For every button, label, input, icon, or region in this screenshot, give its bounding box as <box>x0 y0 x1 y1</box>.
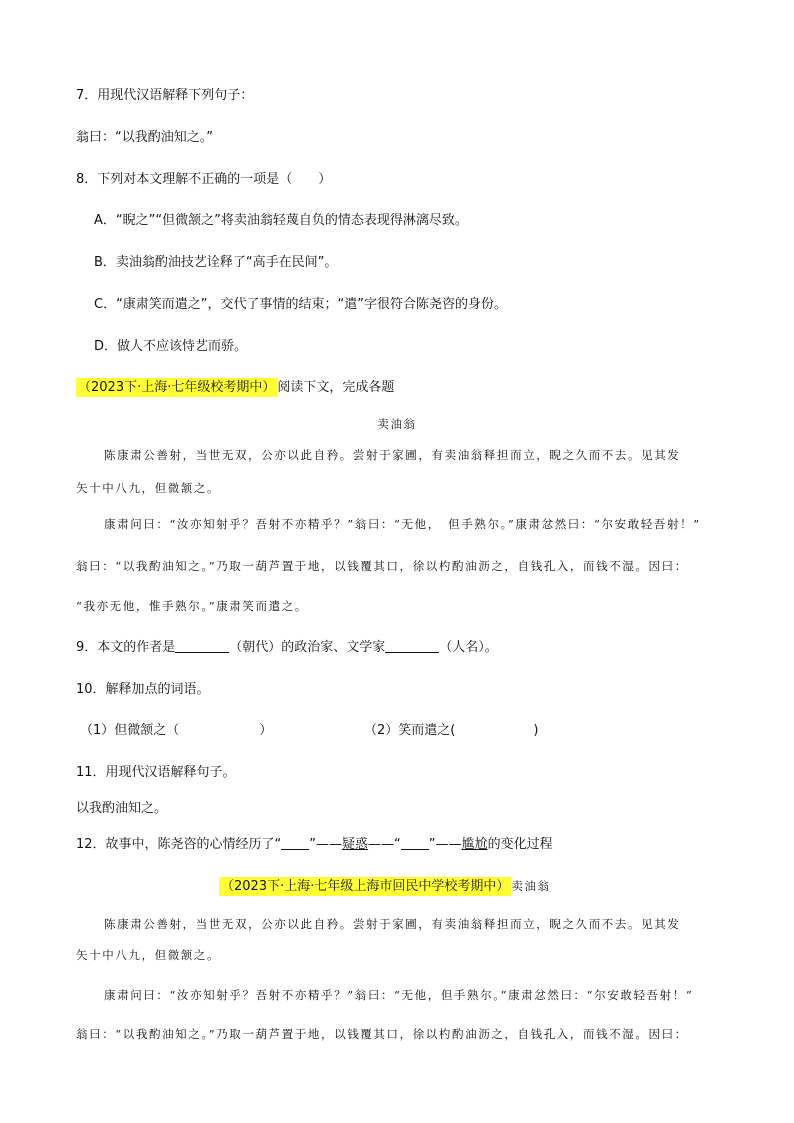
q12-part2: ”—— <box>309 837 343 852</box>
q8-option-a: A．“睨之”“但微颔之”将卖油翁轻蔑自负的情态表现得淋漓尽致。 <box>94 213 468 228</box>
q10-prompt: 10．解释加点的词语。 <box>76 682 210 697</box>
q8-option-b: B．卖油翁酌油技艺诠释了“高手在民间”。 <box>94 255 338 270</box>
q8-option-c: C．“康肃笑而遣之”，交代了事情的结束；“遣”字很符合陈尧咨的身份。 <box>94 297 508 312</box>
q10-item1-label: （1）但微颔之（ <box>80 723 180 738</box>
q12-part1: 12．故事中，陈尧咨的心情经历了“ <box>76 837 282 852</box>
q9-blank-dynasty[interactable] <box>175 639 229 653</box>
q10-item2-close: ) <box>533 723 539 738</box>
section1-source-tag: （2023下·上海·七年级校考期中） <box>78 380 276 395</box>
section2-header <box>219 877 551 896</box>
q10-item2 <box>364 722 538 740</box>
section1-line: 康肃问曰：“汝亦知射乎？吾射不亦精乎？”翁曰：“无他， 但手熟尔。”康肃忿然曰：“尔安敢轻吾射！” <box>104 517 701 531</box>
q12-blank-1[interactable] <box>281 836 309 850</box>
q12-part4: ”—— <box>428 837 462 852</box>
section2-line: 康肃问曰：“汝亦知射乎？吾射不亦精乎？”翁曰：“无他，但手熟尔。”康肃忿然曰：“尔安敢轻吾射！” <box>104 988 694 1002</box>
section1-line: 矢十中八九，但微颔之。 <box>76 481 221 495</box>
q12-word-confused: 疑惑 <box>342 837 369 852</box>
q12-part3: ——“ <box>368 837 401 852</box>
q10-item1 <box>80 722 272 740</box>
q8-option-d: D．做人不应该恃艺而骄。 <box>94 339 248 354</box>
q9-blank-name[interactable] <box>385 639 439 653</box>
section1-line: 陈康肃公善射，当世无双，公亦以此自矜。尝射于家圃，有卖油翁释担而立，睨之久而不去。见其发 <box>104 448 681 462</box>
q7-prompt: 7．用现代汉语解释下列句子： <box>76 88 254 103</box>
q12 <box>76 836 553 854</box>
section2-source-tag: （2023下·上海·七年级上海市回民中学校考期中） <box>221 879 510 894</box>
q7-sentence: 翁曰：“以我酌油知之。” <box>76 130 213 145</box>
q12-part5: 的变化过程 <box>487 837 553 852</box>
section2-line: 陈康肃公善射，当世无双，公亦以此自矜。尝射于家圃，有卖油翁释担而立，睨之久而不去。见其发 <box>104 917 681 931</box>
section1-line: 翁曰：“以我酌油知之。”乃取一葫芦置于地，以钱覆其口，徐以杓酌油沥之，自钱孔入，而钱不湿。因曰： <box>76 559 688 573</box>
section1-instruction: 阅读下文，完成各题 <box>277 380 395 395</box>
q12-blank-2[interactable] <box>401 836 429 850</box>
section2-line: 翁曰：“以我酌油知之。”乃取一葫芦置于地，以钱覆其口，徐以杓酌油沥之，自钱孔入，而钱不湿。因曰： <box>76 1027 688 1041</box>
section1-header <box>76 379 394 397</box>
q9-part1: 9．本文的作者是 <box>76 640 176 655</box>
section1-line: “我亦无他，惟手熟尔。”康肃笑而遣之。 <box>76 599 308 613</box>
section2-title: 卖油翁 <box>511 879 551 893</box>
q9-part2: （朝代）的政治家、文学家 <box>229 640 386 655</box>
q10-item1-close: ） <box>259 723 273 738</box>
q11-sentence: 以我酌油知之。 <box>76 801 168 816</box>
section2-line: 矢十中八九，但微颔之。 <box>76 948 221 962</box>
section1-title: 卖油翁 <box>377 417 417 431</box>
q9-part3: （人名）。 <box>439 640 498 655</box>
q12-word-embarrassed: 尴尬 <box>461 837 488 852</box>
q9 <box>76 639 498 657</box>
q11-prompt: 11．用现代汉语解释句子。 <box>76 765 236 780</box>
q10-item2-label: （2）笑而遣之( <box>364 723 456 738</box>
q8-prompt: 8．下列对本文理解不正确的一项是（ ） <box>76 172 332 187</box>
